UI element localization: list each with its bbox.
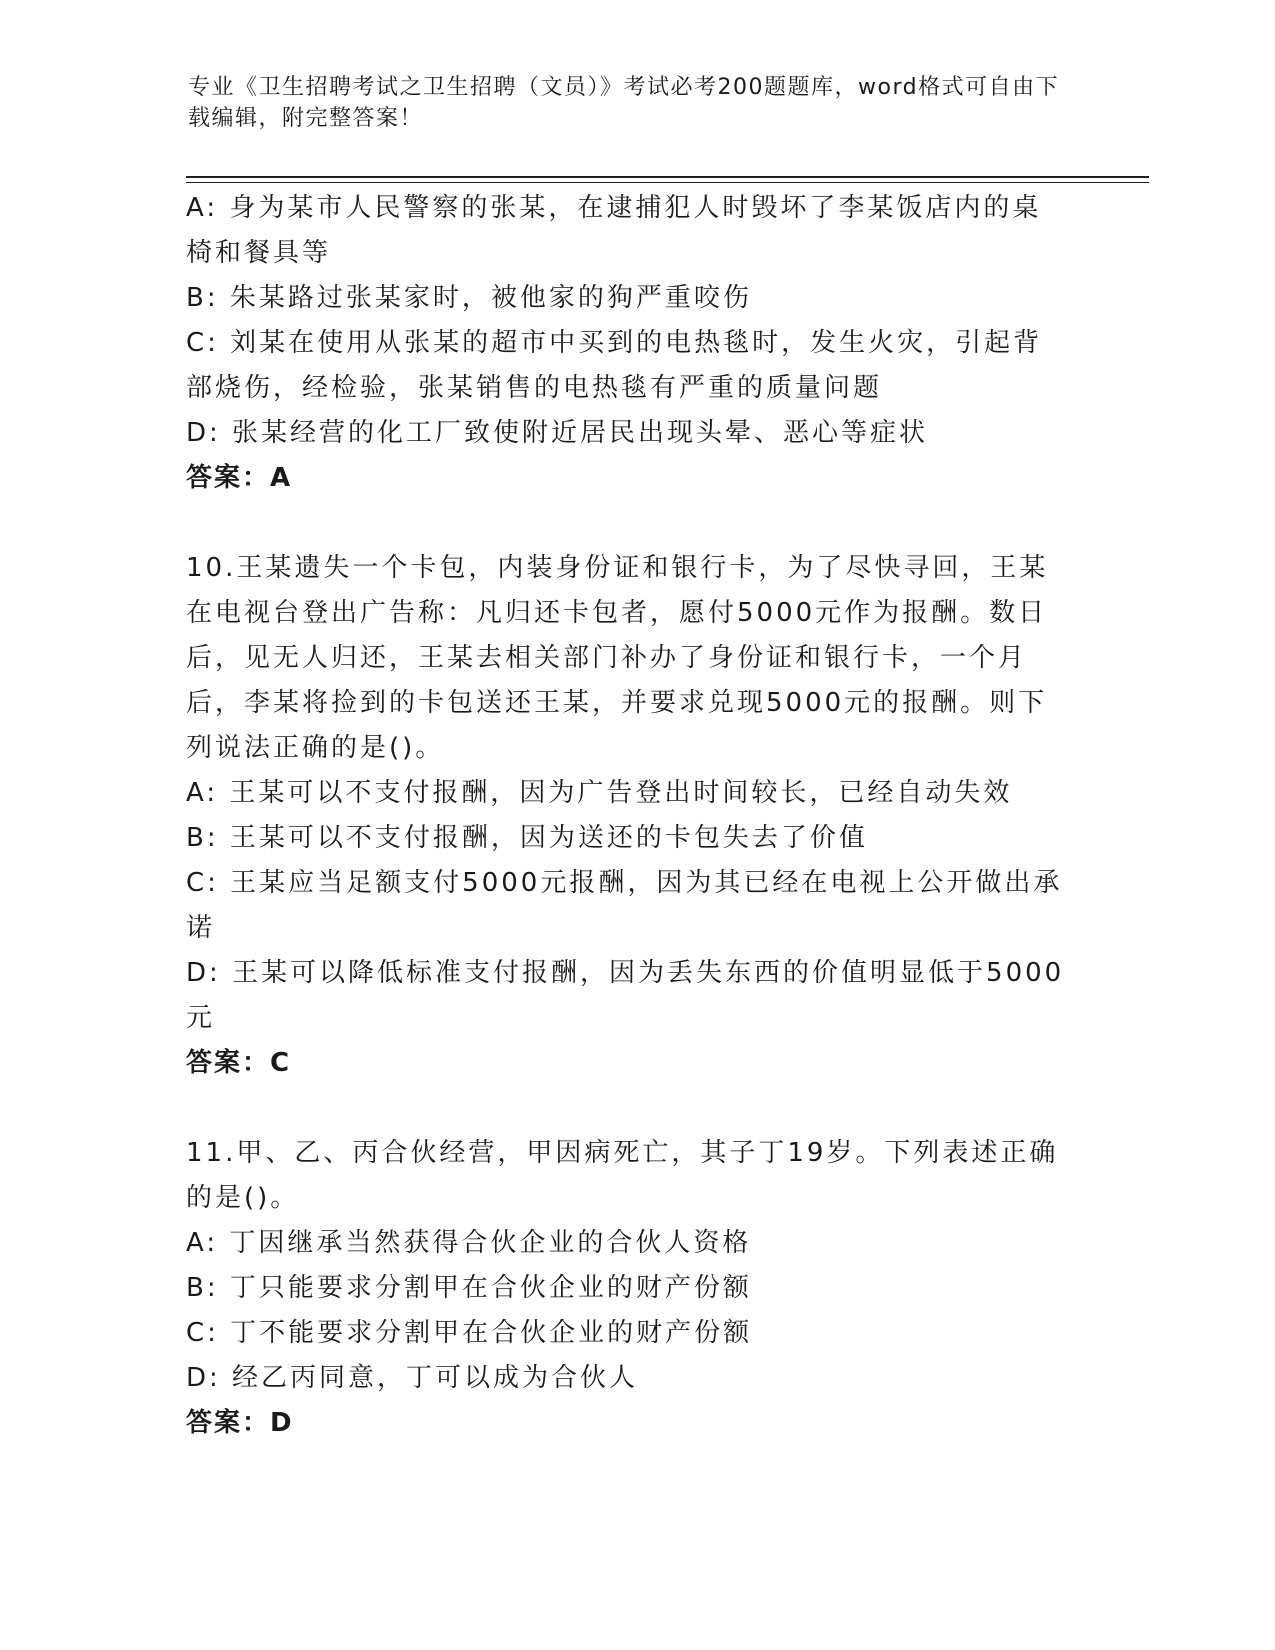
option-d: D: 王某可以降低标准支付报酬，因为丢失东西的价值明显低于5000元 xyxy=(186,958,1065,1033)
option-c: C: 刘某在使用从张某的超市中买到的电热毯时，发生火灾，引起背部烧伤，经检验，张某销售的电热毯有严重的质量问题 xyxy=(186,328,1043,403)
question-block xyxy=(186,546,1066,1086)
spacer xyxy=(186,501,1066,546)
header-rule-thin xyxy=(186,182,1149,183)
header-rule-thick xyxy=(186,176,1149,178)
option-a: A: 身为某市人民警察的张某，在逮捕犯人时毁坏了李某饭店内的桌椅和餐具等 xyxy=(186,193,1042,268)
option-a: A: 丁因继承当然获得合伙企业的合伙人资格 xyxy=(186,1228,752,1258)
question-block xyxy=(186,1131,1066,1446)
option-d: D: 张某经营的化工厂致使附近居民出现头晕、恶心等症状 xyxy=(186,418,929,448)
option-d: D: 经乙丙同意，丁可以成为合伙人 xyxy=(186,1363,639,1393)
document-header: 专业《卫生招聘考试之卫生招聘（文员）》考试必考200题题库，word格式可自由下载编辑，附完整答案！ xyxy=(188,75,1060,131)
answer-text: 答案：D xyxy=(186,1408,294,1438)
option-b: B: 朱某路过张某家时，被他家的狗严重咬伤 xyxy=(186,283,752,313)
question-block xyxy=(186,186,1066,501)
option-b: B: 王某可以不支付报酬，因为送还的卡包失去了价值 xyxy=(186,823,868,853)
option-c: C: 丁不能要求分割甲在合伙企业的财产份额 xyxy=(186,1318,753,1348)
question-list xyxy=(186,186,1066,1446)
spacer xyxy=(186,1086,1066,1131)
answer-text: 答案：C xyxy=(186,1048,292,1078)
question-stem: 10.王某遗失一个卡包，内装身份证和银行卡，为了尽快寻回，王某在电视台登出广告称：凡归还卡包者，愿付5000元作为报酬。数日后，见无人归还，王某去相关部门补办了身份证和银行卡，一个月后，李某将捡到的卡包送还王某，并要求兑现5000元的报酬。则下列说法正确的是()。 xyxy=(186,553,1049,763)
option-c: C: 王某应当足额支付5000元报酬，因为其已经在电视上公开做出承诺 xyxy=(186,868,1063,943)
option-a: A: 王某可以不支付报酬，因为广告登出时间较长，已经自动失效 xyxy=(186,778,1013,808)
question-stem: 11.甲、乙、丙合伙经营，甲因病死亡，其子丁19岁。下列表述正确的是()。 xyxy=(186,1138,1059,1213)
answer-text: 答案：A xyxy=(186,463,293,493)
option-b: B: 丁只能要求分割甲在合伙企业的财产份额 xyxy=(186,1273,752,1303)
